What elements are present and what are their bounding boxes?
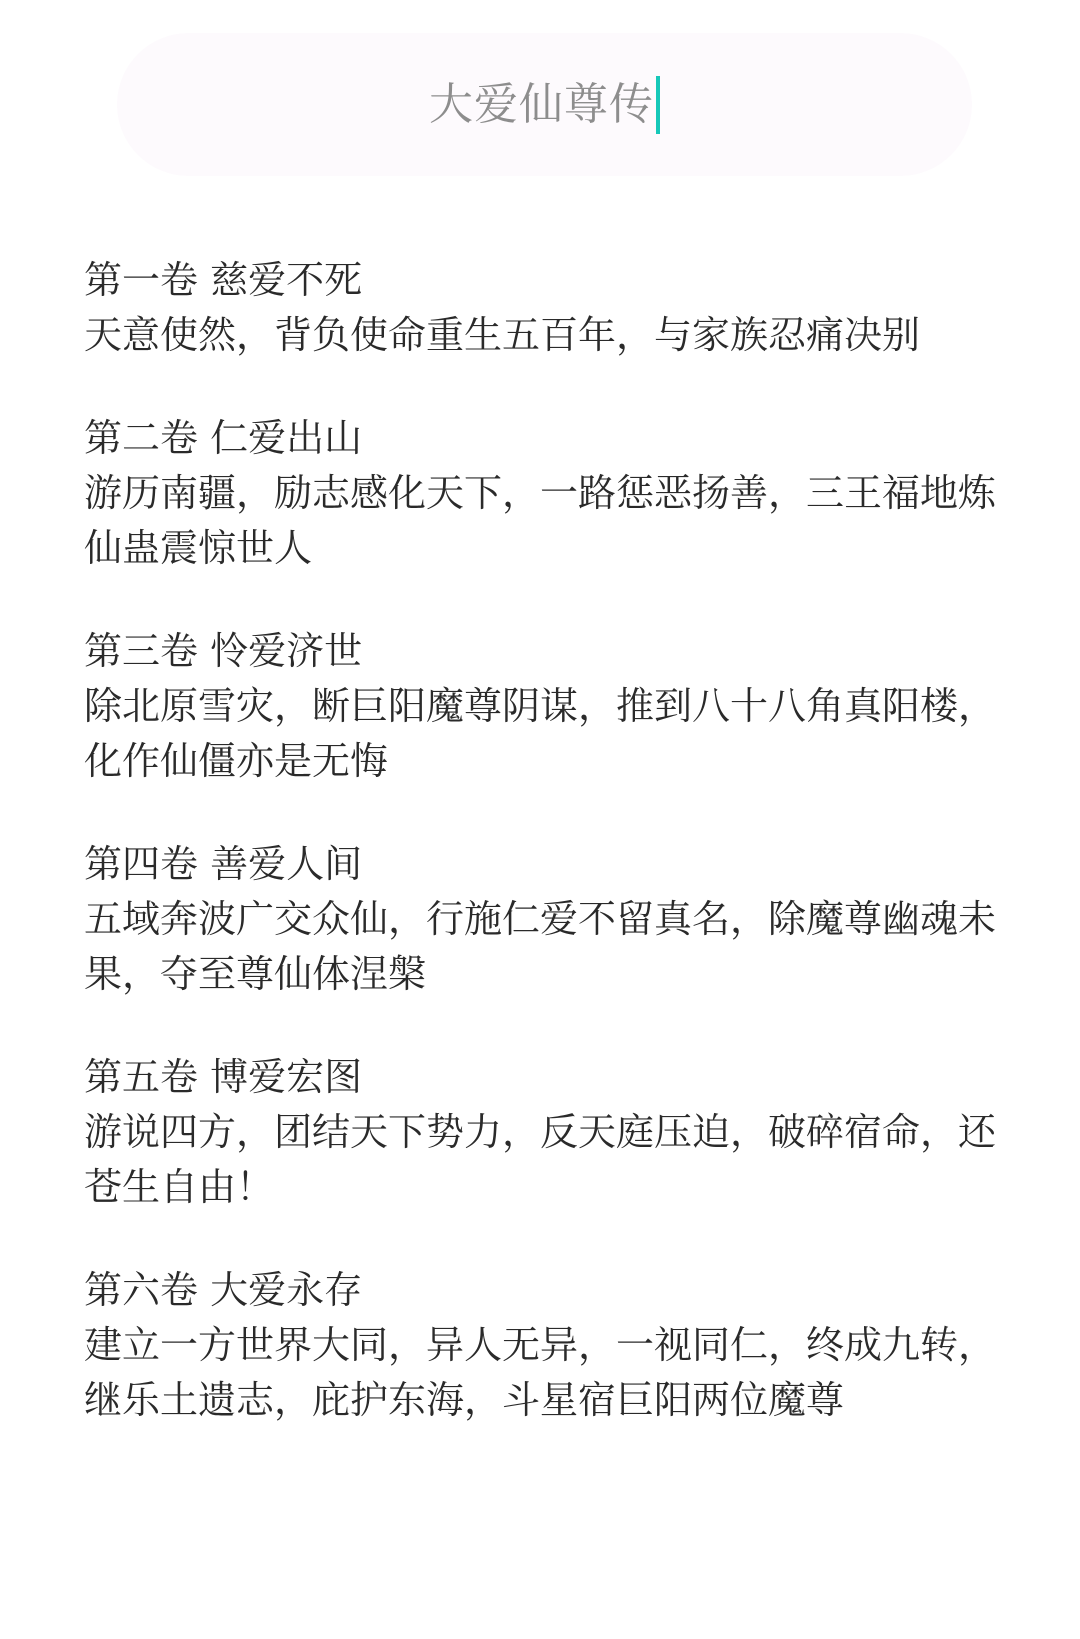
volume-heading: 第一卷 慈爱不死 xyxy=(84,258,363,302)
title-input-field[interactable] xyxy=(117,33,972,176)
volume-heading: 第五卷 博爱宏图 xyxy=(84,1055,363,1099)
volume-item-6 xyxy=(84,1263,1024,1428)
volume-description: 天意使然，背负使命重生五百年，与家族忍痛决别 xyxy=(84,313,921,357)
volume-description: 五域奔波广交众仙，行施仁爱不留真名，除魔尊幽魂未果，夺至尊仙体涅槃 xyxy=(84,897,997,996)
volume-item-2 xyxy=(84,411,1024,576)
volume-description: 除北原雪灾，断巨阳魔尊阴谋，推到八十八角真阳楼，化作仙僵亦是无悔 xyxy=(84,684,997,783)
volume-description: 建立一方世界大同，异人无异，一视同仁，终成九转，继乐土遗志，庇护东海，斗星宿巨阳两位魔尊 xyxy=(84,1323,997,1422)
volume-item-1 xyxy=(84,253,1024,363)
text-cursor xyxy=(656,76,660,134)
volume-item-4 xyxy=(84,837,1024,1002)
volume-item-5 xyxy=(84,1050,1024,1215)
volume-heading: 第四卷 善爱人间 xyxy=(84,842,363,886)
volume-description: 游历南疆，励志感化天下，一路惩恶扬善，三王福地炼仙蛊震惊世人 xyxy=(84,471,997,570)
volume-heading: 第三卷 怜爱济世 xyxy=(84,629,363,673)
title-text[interactable]: 大爱仙尊传 xyxy=(429,78,654,130)
volume-list xyxy=(84,253,1024,1476)
volume-description: 游说四方，团结天下势力，反天庭压迫，破碎宿命，还苍生自由！ xyxy=(84,1110,997,1209)
volume-heading: 第二卷 仁爱出山 xyxy=(84,416,363,460)
volume-heading: 第六卷 大爱永存 xyxy=(84,1268,363,1312)
title-input-content[interactable] xyxy=(429,76,660,134)
volume-item-3 xyxy=(84,624,1024,789)
